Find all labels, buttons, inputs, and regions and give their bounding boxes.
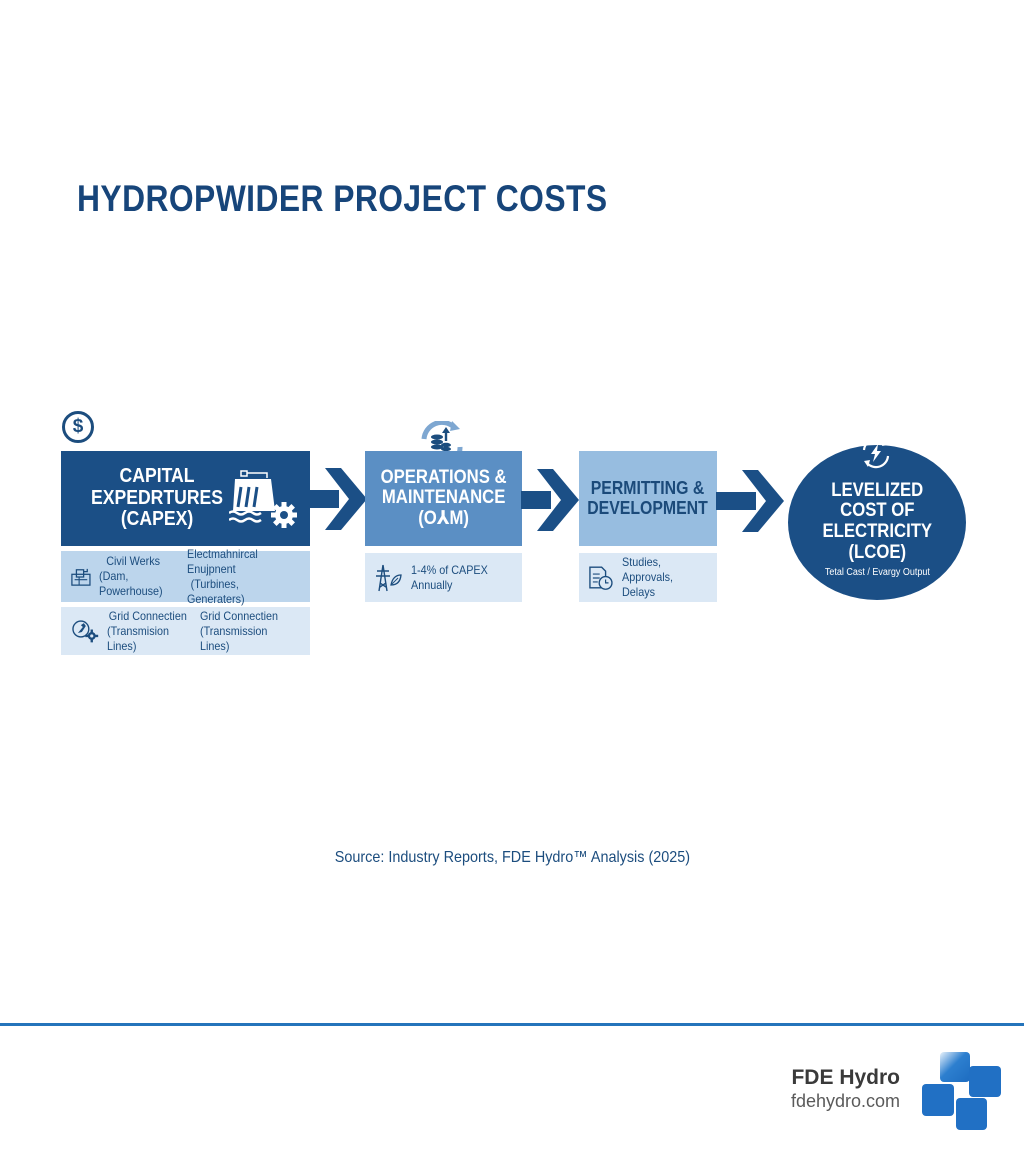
brand-name: FDE Hydro bbox=[791, 1066, 900, 1089]
grid-connection-text-1: Grid Connectien (Transmision Lines) bbox=[106, 608, 187, 653]
lcoe-label: LEVELIZED COST OF ELECTRICITY (LCOE) bbox=[822, 479, 932, 563]
lightning-cycle-icon bbox=[859, 437, 893, 469]
arrow-right-icon bbox=[521, 469, 579, 531]
permitting-label: PERMITTING & DEVELOPMENT bbox=[587, 478, 709, 518]
document-clock-icon bbox=[587, 564, 614, 592]
grid-connection-text-2: Grid Connectien (Transmission Lines) bbox=[200, 608, 279, 653]
dam-gear-icon bbox=[229, 469, 299, 531]
electromechanical-text: Electmahnircal Enujpnent (Turbines, Generaters) bbox=[187, 546, 259, 606]
capex-label: CAPITAL EXPEDRTURES (CAPEX) bbox=[91, 465, 224, 531]
arrow-right-icon bbox=[309, 468, 367, 530]
om-box bbox=[365, 451, 522, 546]
footer-divider bbox=[0, 1023, 1024, 1026]
capex-detail-grid-connection bbox=[61, 607, 310, 655]
arrow-right-icon bbox=[716, 470, 784, 532]
fde-hydro-logo bbox=[920, 1050, 1004, 1134]
lcoe-formula: Tetal Cast / Evargy Output bbox=[824, 567, 930, 579]
permitting-detail bbox=[579, 553, 717, 602]
pylon-leaf-icon bbox=[373, 563, 403, 593]
page-title: HYDROPWIDER PROJECT COSTS bbox=[77, 178, 608, 219]
permitting-detail-text: Studies, Approvals, Delays bbox=[622, 555, 674, 599]
capex-box bbox=[61, 451, 310, 546]
source-note: Source: Industry Reports, FDE Hydro™ Analysis (2025) bbox=[334, 849, 690, 866]
capex-detail-civil-electromechanical bbox=[61, 546, 310, 606]
civil-works-text: Civil Werks (Dam, Powerhouse) bbox=[98, 554, 163, 598]
om-detail-text: 1-4% of CAPEX Annually bbox=[411, 562, 488, 592]
dam-icon bbox=[71, 566, 91, 588]
om-detail bbox=[365, 553, 522, 602]
wrench-gear-icon bbox=[71, 619, 99, 643]
om-label: OPERATIONS & MAINTENANCE (O⅄M) bbox=[380, 466, 507, 529]
brand-url[interactable]: fdehydro.com bbox=[790, 1091, 900, 1111]
permitting-box bbox=[579, 451, 717, 546]
dollar-icon: $ bbox=[62, 411, 94, 443]
